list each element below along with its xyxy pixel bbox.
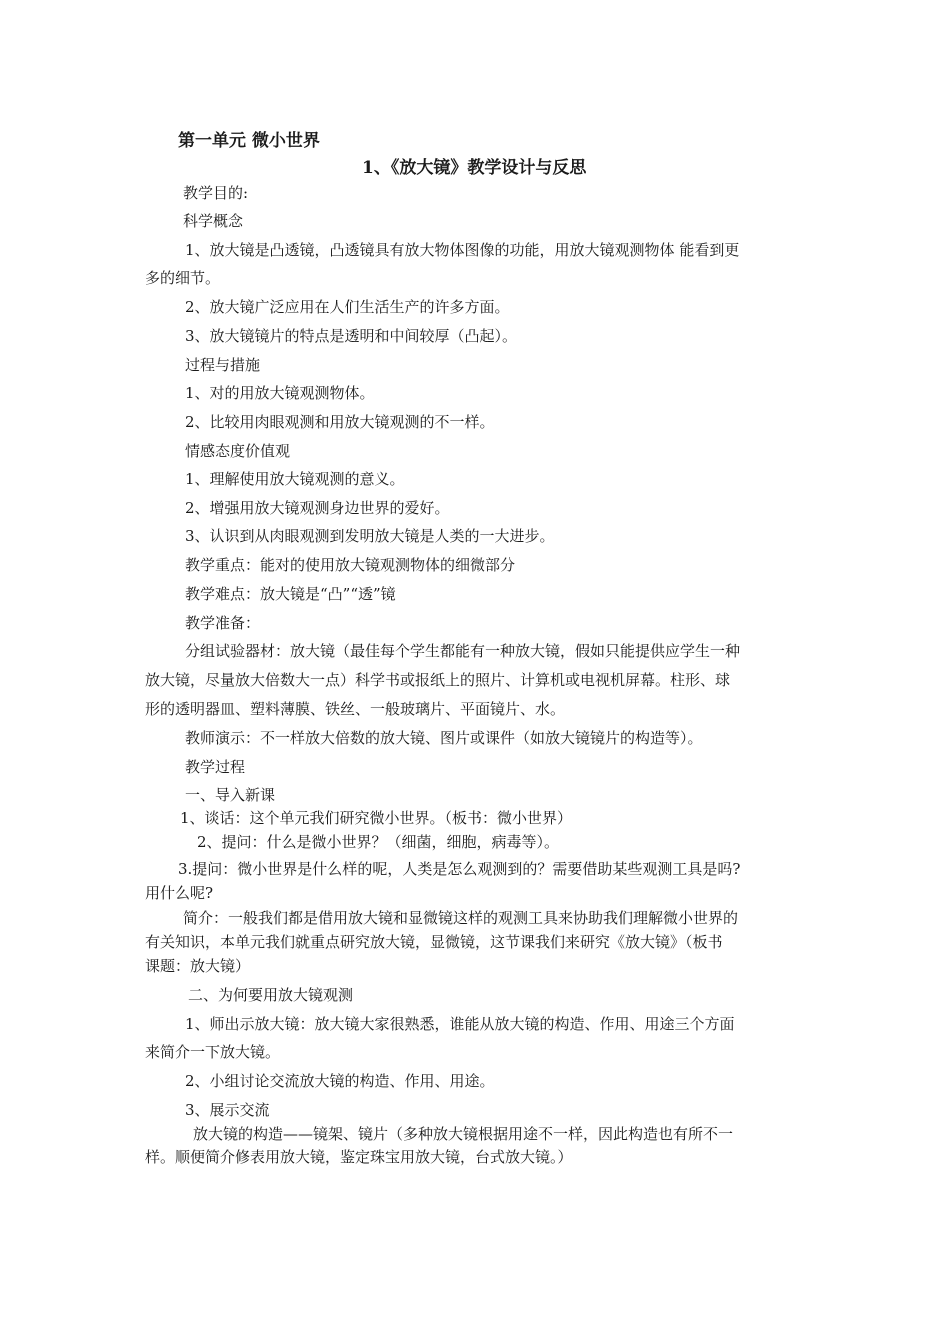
text-line: 1、理解使用放大镜观测的意义。: [185, 470, 405, 488]
text-line: 教学重点：能对的使用放大镜观测物体的细微部分: [185, 556, 516, 574]
text-line: 2、比较用肉眼观测和用放大镜观测的不一样。: [185, 413, 495, 431]
text-line: 形的透明器皿、塑料薄膜、铁丝、一般玻璃片、平面镜片、水。: [145, 700, 566, 718]
text-line: 2、提问：什么是微小世界？（细菌，细胞，病毒等）。: [197, 833, 560, 851]
text-line: 3、放大镜镜片的特点是透明和中间较厚（凸起）。: [185, 327, 518, 345]
text-line: 2、增强用放大镜观测身边世界的爱好。: [185, 499, 450, 517]
unit-title: 第一单元 微小世界: [178, 131, 320, 151]
text-line: 放大镜，尽量放大倍数大一点）科学书或报纸上的照片、计算机或电视机屏幕。柱形、球: [145, 671, 731, 689]
text-line: 样。顺便简介修表用放大镜，鉴定珠宝用放大镜，台式放大镜。）: [145, 1148, 573, 1166]
text-line: 放大镜的构造——镜架、镜片（多种放大镜根据用途不一样，因此构造也有所不一: [193, 1125, 734, 1143]
text-line: 3.提问：微小世界是什么样的呢，人类是怎么观测到的？需要借助某些观测工具是吗?: [178, 860, 741, 878]
text-line: 1、谈话：这个单元我们研究微小世界。（板书：微小世界）: [180, 809, 573, 827]
text-line: 情感态度价值观: [185, 442, 291, 460]
text-line: 1、对的用放大镜观测物体。: [185, 384, 375, 402]
text-line: 来简介一下放大镜。: [145, 1043, 281, 1061]
text-line: 1、师出示放大镜：放大镜大家很熟悉，谁能从放大镜的构造、作用、用途三个方面: [185, 1015, 735, 1033]
text-line: 课题：放大镜）: [145, 957, 251, 975]
text-line: 多的细节。: [145, 269, 221, 287]
text-line: 教学准备：: [185, 614, 261, 632]
text-line: 教学目的:: [183, 184, 249, 202]
text-line: 过程与措施: [185, 356, 261, 374]
text-line: 教师演示：不一样放大倍数的放大镜、图片或课件（如放大镜镜片的构造等）。: [185, 729, 703, 747]
text-line: 3、认识到从肉眼观测到发明放大镜是人类的一大进步。: [185, 527, 555, 545]
text-line: 2、小组讨论交流放大镜的构造、作用、用途。: [185, 1072, 495, 1090]
text-line: 2、放大镜广泛应用在人们生活生产的许多方面。: [185, 298, 510, 316]
text-line: 用什么呢?: [145, 884, 214, 902]
text-line: 简介：一般我们都是借用放大镜和显微镜这样的观测工具来协助我们理解微小世界的: [183, 909, 739, 927]
text-line: 教学过程: [185, 758, 246, 776]
text-line: 二、为何要用放大镜观测: [188, 986, 354, 1004]
lesson-title: 1、《放大镜》教学设计与反思: [362, 158, 587, 178]
text-line: 3、展示交流: [185, 1101, 270, 1119]
text-line: 有关知识，本单元我们就重点研究放大镜，显微镜，这节课我们来研究《放大镜》（板书: [145, 933, 723, 951]
text-line: 1、放大镜是凸透镜，凸透镜具有放大物体图像的功能，用放大镜观测物体 能看到更: [185, 241, 740, 259]
text-line: 科学概念: [183, 212, 244, 230]
text-line: 教学难点：放大镜是“凸”“透”镜: [185, 585, 396, 603]
text-line: 一、导入新课: [185, 786, 276, 804]
text-line: 分组试验器材：放大镜（最佳每个学生都能有一种放大镜，假如只能提供应学生一种: [185, 642, 741, 660]
